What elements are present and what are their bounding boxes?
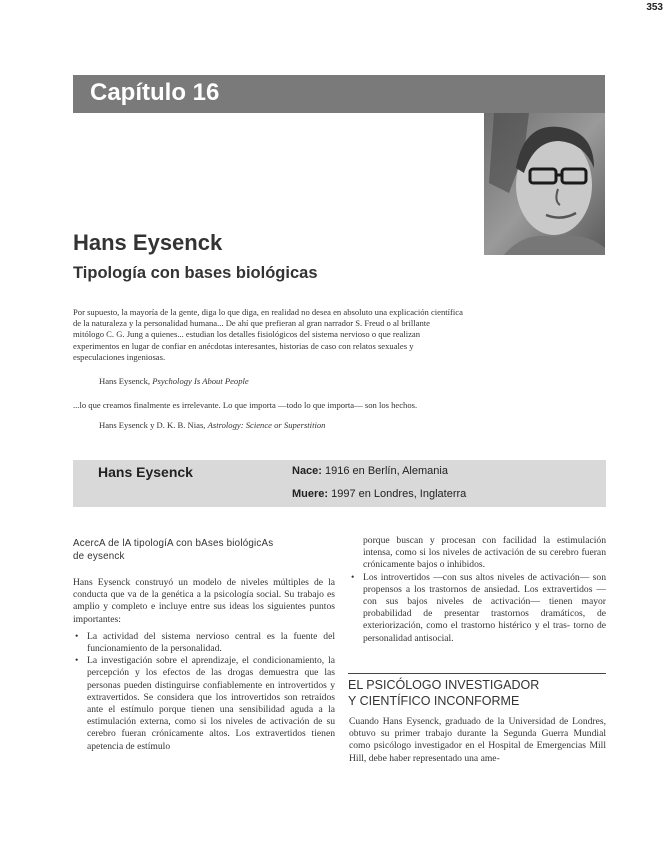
epigraph-quote-2: ...lo que creamos finalmente es irrelevante. Lo que importa —todo lo que importa— son los hechos. bbox=[73, 400, 418, 410]
section-heading-2-line2: Y CIENTÍFICO INCONFORME bbox=[348, 694, 520, 708]
section-divider bbox=[348, 673, 606, 674]
section-heading-1 bbox=[73, 537, 335, 563]
key-points-list bbox=[73, 631, 335, 753]
infobox-died bbox=[292, 488, 466, 500]
section-heading-1-line1: AcercA de lA tipologíA con bAses biológicAs bbox=[73, 538, 274, 549]
list-item: • La investigación sobre el aprendizaje, el condicionamiento, la percepción y los efectos de las drogas demuestra que las personas pueden distinguirse confiablemente en introvertidos y extravertidos. Se considera que los introvertidos son retraídos ante el estímulo porque tienen una sensibilidad aguda a la estimulación externa, como si los niveles de activación de su cerebro fueran crónicamente altos. Los extravertidos tienen apetencia de estímulo bbox=[73, 655, 335, 753]
epigraph-work-1: Psychology Is About People bbox=[152, 376, 249, 386]
section-heading-2-line1: EL PSICÓLOGO INVESTIGADOR bbox=[348, 678, 540, 692]
key-points-list-cont bbox=[349, 572, 606, 645]
died-value: 1997 en Londres, Inglaterra bbox=[328, 488, 467, 500]
portrait-illustration bbox=[484, 113, 605, 255]
chapter-banner bbox=[73, 75, 605, 113]
infobox-name: Hans Eysenck bbox=[98, 464, 193, 480]
epigraph-author-1: Hans Eysenck, bbox=[99, 376, 153, 386]
epigraph-source-2 bbox=[99, 420, 325, 430]
born-value: 1916 en Berlín, Alemania bbox=[321, 465, 448, 477]
list-item: • La actividad del sistema nervioso central es la fuente del funcionamiento de la personalidad. bbox=[73, 631, 335, 655]
list-item: • Los introvertidos —con sus altos niveles de activación— son propensos a los trastornos de ansiedad. Los extravertidos —con sus bajos niveles de activación— tienen mayor probabilidad de presentar trastornos dramáticos, de exteriorización, como el trastorno histérico y el tras- torno de personalidad antisocial. bbox=[349, 572, 606, 645]
epigraph-source-1 bbox=[99, 376, 249, 386]
died-label: Muere: bbox=[292, 488, 329, 500]
chapter-subtitle: Tipología con bases biológicas bbox=[73, 264, 318, 282]
epigraph-author-2: Hans Eysenck y D. K. B. Nias, bbox=[99, 420, 208, 430]
epigraph-quote-1: Por supuesto, la mayoría de la gente, diga lo que diga, en realidad no desea en absoluto una explicación científica de la naturaleza y la personalidad humana... De ahí que prefieran al gran narrador S. Freud o al brillante mitólogo C. G. Jung a quienes... estudian los detalles fisiológicos del sistema nervioso o que realizan experimentos en lugar de confiar en anécdotas interesantes, historias de caso con relatos sexuales y especulaciones ingeniosas. bbox=[73, 307, 463, 362]
intro-paragraph: Hans Eysenck construyó un modelo de niveles múltiples de la conducta que va de la genética a la psicología social. Su trabajo es amplio y completo e incluye entre sus ideas los siguientes puntos importantes: bbox=[73, 577, 335, 625]
born-label: Nace: bbox=[292, 465, 322, 477]
epigraph-work-2: Astrology: Science or Superstition bbox=[207, 420, 326, 430]
author-portrait-photo bbox=[484, 113, 605, 255]
right-column bbox=[349, 535, 606, 645]
chapter-title: Capítulo 16 bbox=[90, 79, 220, 106]
section-heading-2 bbox=[348, 677, 539, 709]
section-heading-1-line2: de eysenck bbox=[73, 551, 125, 562]
bio-infobox bbox=[73, 460, 606, 507]
person-name-heading: Hans Eysenck bbox=[73, 230, 223, 255]
continuation-paragraph: porque buscan y procesan con facilidad la estimulación intensa, como si los niveles de activación de su cerebro fueran crónicamente bajos o inhibidos. bbox=[363, 535, 606, 571]
infobox-born bbox=[292, 465, 448, 477]
left-column bbox=[73, 537, 335, 753]
section2-paragraph: Cuando Hans Eysenck, graduado de la Universidad de Londres, obtuvo su primer trabajo durante la Segunda Guerra Mundial como psicólogo investigador en el Hospital de Emergencias Mill Hill, debe haber representado una ame- bbox=[349, 716, 606, 764]
page-number: 353 bbox=[646, 2, 663, 13]
